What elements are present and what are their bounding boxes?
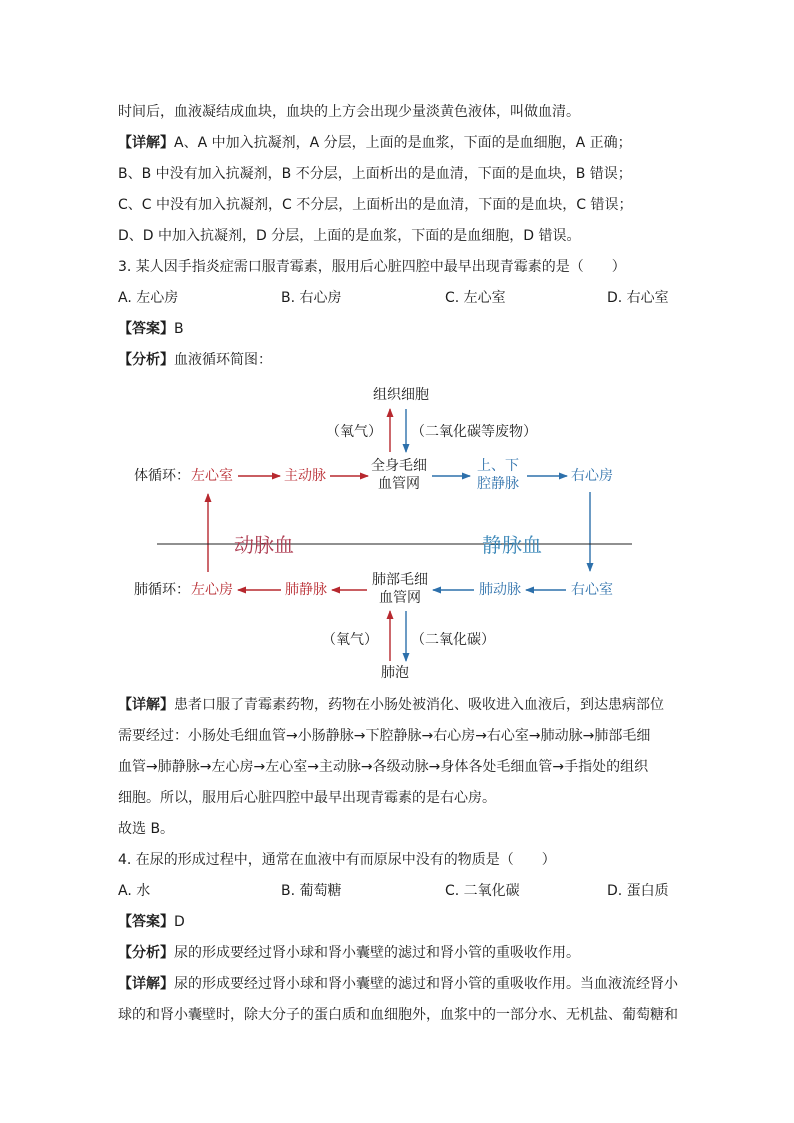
venae-cavae-line-1: 上、下 <box>477 458 519 474</box>
q4-option-a: A. 水 <box>118 883 151 899</box>
q3-answer-line <box>118 314 718 345</box>
venae-cavae-label <box>469 457 527 493</box>
answer-label: 【答案】 <box>118 321 174 337</box>
q2-continued-text: 时间后，血液凝结成血块，血块的上方会出现少量淡黄色液体，叫做血清。 <box>118 104 580 120</box>
q3-conclusion: 故选 B。 <box>118 821 175 837</box>
detail-label: 【详解】 <box>118 697 174 713</box>
detail-label: 【详解】 <box>118 135 174 151</box>
venous-blood-label: 静脉血 <box>482 533 542 557</box>
left-atrium-label: 左心房 <box>191 582 233 598</box>
q3-option-d: D. 右心室 <box>607 290 669 306</box>
body-capillary-line-1: 全身毛细 <box>371 458 427 474</box>
right-atrium-label: 右心房 <box>571 468 613 484</box>
upper-text-block <box>118 97 718 376</box>
q4-option-b: B. 葡萄糖 <box>281 883 342 899</box>
q3-option-c: C. 左心室 <box>445 290 506 306</box>
left-ventricle-label: 左心室 <box>191 468 233 484</box>
q4-detail-line <box>118 969 718 1000</box>
pulmonary-vein-label: 肺静脉 <box>285 582 327 598</box>
q4-detail-text: 尿的形成要经过肾小球和肾小囊壁的滤过和肾小管的重吸收作用。当血液流经肾小 <box>174 976 678 992</box>
venae-cavae-line-2: 腔静脉 <box>477 476 519 492</box>
body-capillary-line-2: 血管网 <box>378 476 420 492</box>
q4-detail-line: 球的和肾小囊壁时，除大分子的蛋白质和血细胞外，血浆中的一部分水、无机盐、葡萄糖和 <box>118 1007 678 1023</box>
systemic-circulation-label: 体循环： <box>134 468 190 484</box>
q2-detail-line: B、B 中没有加入抗凝剂，B 不分层，上面析出的是血清，下面的是血块，B 错误； <box>118 166 632 182</box>
top-oxygen-label: （氧气） <box>326 424 382 440</box>
q4-options <box>118 876 718 907</box>
q4-answer-line <box>118 907 718 938</box>
q3-detail-text: 患者口服了青霉素药物，药物在小肠处被消化、吸收进入血液后，到达患病部位 <box>174 697 664 713</box>
q3-analysis: 血液循环简图： <box>174 352 272 368</box>
q4-stem: 4. 在尿的形成过程中，通常在血液中有而原尿中没有的物质是（ ） <box>118 852 556 868</box>
bottom-co2-label: （二氧化碳） <box>411 632 495 648</box>
detail-label: 【详解】 <box>118 976 174 992</box>
q3-option-b: B. 右心房 <box>281 290 342 306</box>
bottom-oxygen-label: （氧气） <box>322 632 378 648</box>
q3-stem: 3. 某人因手指炎症需口服青霉素，服用后心脏四腔中最早出现青霉素的是（ ） <box>118 259 626 275</box>
analysis-label: 【分析】 <box>118 945 174 961</box>
q3-detail-line: 血管→肺静脉→左心房→左心室→主动脉→各级动脉→身体各处毛细血管→手指处的组织 <box>118 759 649 775</box>
body-capillary-network-label <box>368 457 430 493</box>
lower-text-block <box>118 690 718 1031</box>
pulmonary-circulation-label: 肺循环： <box>134 582 190 598</box>
alveoli-label: 肺泡 <box>381 665 409 681</box>
q3-answer: B <box>174 321 184 337</box>
analysis-label: 【分析】 <box>118 352 174 368</box>
q4-option-d: D. 蛋白质 <box>607 883 669 899</box>
q3-options <box>118 283 718 314</box>
q4-analysis: 尿的形成要经过肾小球和肾小囊壁的滤过和肾小管的重吸收作用。 <box>174 945 580 961</box>
lung-capillary-network-label <box>369 571 431 607</box>
lung-capillary-line-2: 血管网 <box>379 590 421 606</box>
pulmonary-artery-label: 肺动脉 <box>479 582 521 598</box>
top-waste-label: （二氧化碳等废物） <box>411 424 537 440</box>
q4-answer: D <box>174 914 185 930</box>
answer-label: 【答案】 <box>118 914 174 930</box>
q3-option-a: A. 左心房 <box>118 290 179 306</box>
q2-detail-line <box>118 128 718 159</box>
lung-capillary-line-1: 肺部毛细 <box>372 572 428 588</box>
q4-analysis-line <box>118 938 718 969</box>
q2-detail-line: C、C 中没有加入抗凝剂，C 不分层，上面析出的是血清，下面的是血块，C 错误； <box>118 197 633 213</box>
q2-detail-text: A、A 中加入抗凝剂，A 分层，上面的是血浆，下面的是血细胞，A 正确； <box>174 135 632 151</box>
arterial-blood-label: 动脉血 <box>234 533 294 557</box>
q3-analysis-line <box>118 345 718 376</box>
q4-option-c: C. 二氧化碳 <box>445 883 520 899</box>
q3-detail-line <box>118 690 718 721</box>
aorta-label: 主动脉 <box>284 468 326 484</box>
q2-detail-line: D、D 中加入抗凝剂，D 分层，上面的是血浆，下面的是血细胞，D 错误。 <box>118 228 581 244</box>
q3-detail-line: 需要经过：小肠处毛细血管→小肠静脉→下腔静脉→右心房→右心室→肺动脉→肺部毛细 <box>118 728 651 744</box>
right-ventricle-label: 右心室 <box>571 582 613 598</box>
tissue-cells-label: 组织细胞 <box>373 387 429 403</box>
q3-detail-line: 细胞。所以，服用后心脏四腔中最早出现青霉素的是右心房。 <box>118 790 496 806</box>
